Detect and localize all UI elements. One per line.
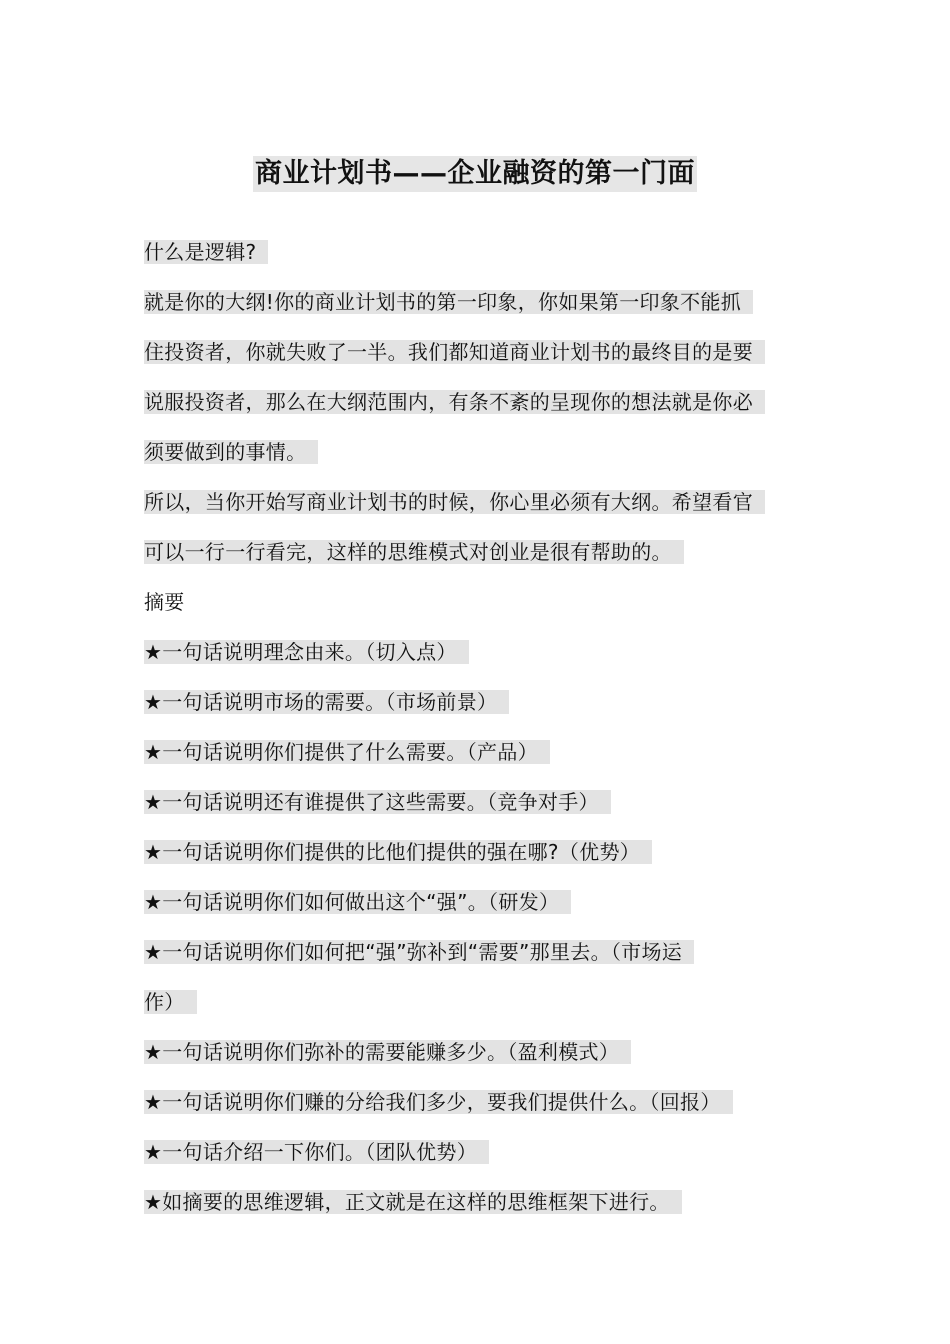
list-item — [144, 777, 794, 827]
list-item — [144, 927, 794, 977]
paragraph-line — [144, 377, 794, 427]
line-text: ★如摘要的思维逻辑，正文就是在这样的思维框架下进行。 — [144, 1190, 682, 1214]
list-item — [144, 1077, 794, 1127]
paragraph-line — [144, 527, 794, 577]
line-text: ★一句话说明理念由来。（切入点） — [144, 640, 469, 664]
line-text: ★一句话说明你们赚的分给我们多少，要我们提供什么。（回报） — [144, 1090, 733, 1114]
line-text: 所以，当你开始写商业计划书的时候，你心里必须有大纲。希望看官 — [144, 490, 765, 514]
paragraph-line — [144, 327, 794, 377]
line-text: ★一句话说明还有谁提供了这些需要。（竞争对手） — [144, 790, 611, 814]
line-text: ★一句话说明市场的需要。（市场前景） — [144, 690, 509, 714]
list-item — [144, 877, 794, 927]
paragraph-line — [144, 427, 794, 477]
line-text: 摘要 — [144, 590, 185, 614]
list-item — [144, 827, 794, 877]
line-text: 须要做到的事情。 — [144, 440, 318, 464]
list-item — [144, 677, 794, 727]
question-heading — [144, 227, 794, 277]
list-item-continuation — [144, 977, 794, 1027]
list-item — [144, 1177, 794, 1227]
title-container — [0, 156, 950, 192]
line-text: 作） — [144, 990, 197, 1014]
line-text: ★一句话说明你们弥补的需要能赚多少。（盈利模式） — [144, 1040, 631, 1064]
line-text: ★一句话介绍一下你们。（团队优势） — [144, 1140, 489, 1164]
line-text: 住投资者，你就失败了一半。我们都知道商业计划书的最终目的是要 — [144, 340, 765, 364]
document-body — [144, 227, 794, 1227]
line-text: 可以一行一行看完，这样的思维模式对创业是很有帮助的。 — [144, 540, 684, 564]
document-title: 商业计划书——企业融资的第一门面 — [253, 156, 697, 192]
line-text: ★一句话说明你们如何把“强”弥补到“需要”那里去。（市场运 — [144, 940, 694, 964]
line-text: ★一句话说明你们提供了什么需要。（产品） — [144, 740, 550, 764]
list-item — [144, 1127, 794, 1177]
line-text: ★一句话说明你们如何做出这个“强”。（研发） — [144, 890, 571, 914]
paragraph-line — [144, 277, 794, 327]
list-item — [144, 1027, 794, 1077]
line-text: ★一句话说明你们提供的比他们提供的强在哪?（优势） — [144, 840, 652, 864]
summary-heading — [144, 577, 794, 627]
line-text: 就是你的大纲!你的商业计划书的第一印象，你如果第一印象不能抓 — [144, 290, 753, 314]
paragraph-line — [144, 477, 794, 527]
line-text: 什么是逻辑? — [144, 240, 268, 264]
list-item — [144, 727, 794, 777]
list-item — [144, 627, 794, 677]
line-text: 说服投资者，那么在大纲范围内，有条不紊的呈现你的想法就是你必 — [144, 390, 765, 414]
